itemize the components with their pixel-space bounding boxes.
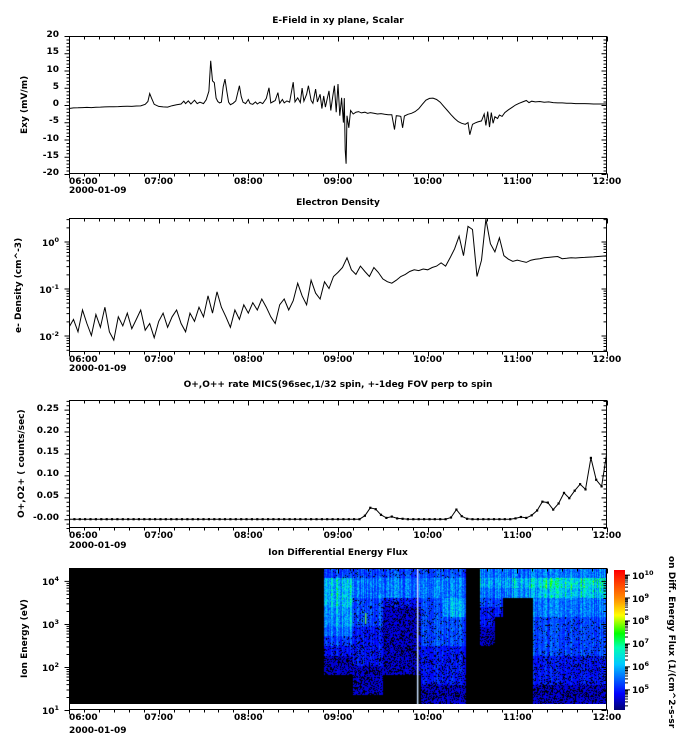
panel3-ylabel: O+,O2+ ( counts/sec) bbox=[17, 409, 27, 519]
y-tick-label: -5 bbox=[49, 116, 59, 127]
panel1-title: E-Field in xy plane, Scalar bbox=[272, 16, 404, 26]
panel3-title: O+,O++ rate MICS(96sec,1/32 spin, +-1deg FOV perp to spin bbox=[183, 380, 493, 390]
x-tick-label: 07:00 bbox=[144, 177, 173, 187]
x-tick-label: 12:00 bbox=[592, 355, 622, 365]
y-tick-label: 10 bbox=[46, 64, 59, 75]
x-tick-label: 10:00 bbox=[413, 713, 442, 723]
x-tick-label: 08:00 bbox=[234, 713, 263, 723]
x-tick-label: 08:00 bbox=[234, 531, 263, 541]
x-tick-label: 07:00 bbox=[144, 355, 173, 365]
data-series-panel2 bbox=[69, 218, 607, 352]
y-tick-label: $10^{-1}$ bbox=[39, 282, 59, 296]
y-tick-label: $10^2$ bbox=[41, 660, 59, 674]
x-tick-label: 09:00 bbox=[323, 355, 353, 365]
x-tick-label: 06:00 bbox=[69, 355, 98, 365]
colorbar-tick-label: $10^6$ bbox=[632, 660, 650, 674]
y-tick-label: $10^4$ bbox=[41, 574, 59, 588]
panel4-ylabel: Ion Energy (eV) bbox=[20, 599, 30, 679]
x-tick-label: 11:00 bbox=[503, 177, 532, 187]
y-tick-label: 0 bbox=[52, 99, 59, 109]
y-tick-label: 0.05 bbox=[36, 491, 59, 502]
panel3-date: 2000-01-09 bbox=[69, 541, 127, 551]
x-tick-label: 06:00 bbox=[69, 713, 98, 723]
y-tick-label: 15 bbox=[46, 47, 59, 58]
y-tick-label: $10^3$ bbox=[41, 617, 59, 631]
x-tick-label: 09:00 bbox=[323, 177, 353, 187]
plot-frame bbox=[61, 563, 619, 717]
y-tick-label: $10^{-2}$ bbox=[39, 329, 59, 343]
panel4-title: Ion Differential Energy Flux bbox=[268, 548, 408, 558]
colorbar-label: on Diff. Energy Flux (1/(cm^2-s-sr bbox=[666, 556, 676, 729]
x-tick-label: 09:00 bbox=[323, 531, 353, 541]
x-tick-label: 08:00 bbox=[234, 177, 263, 187]
y-tick-label: $10^0$ bbox=[41, 235, 59, 249]
colorbar-tick-label: $10^8$ bbox=[632, 614, 650, 628]
colorbar-tick-label: $10^5$ bbox=[632, 683, 650, 697]
panel2-title: Electron Density bbox=[296, 198, 380, 208]
y-tick-label: 0.10 bbox=[36, 469, 59, 480]
x-tick-label: 10:00 bbox=[413, 355, 442, 365]
data-series-panel1 bbox=[69, 36, 607, 174]
panel1-date: 2000-01-09 bbox=[69, 186, 127, 196]
x-tick-label: 12:00 bbox=[592, 177, 622, 187]
x-tick-label: 09:00 bbox=[323, 713, 353, 723]
colorbar-tick-label: $10^9$ bbox=[632, 591, 650, 605]
panel4-date: 2000-01-09 bbox=[69, 726, 127, 736]
panel2-date: 2000-01-09 bbox=[69, 364, 127, 374]
colorbar-tick-label: $10^{10}$ bbox=[632, 568, 654, 582]
data-series-panel3 bbox=[69, 400, 607, 528]
y-tick-label: -20 bbox=[42, 168, 59, 178]
x-tick-label: 12:00 bbox=[592, 531, 622, 541]
x-tick-label: 08:00 bbox=[234, 355, 263, 365]
x-tick-label: 11:00 bbox=[503, 531, 532, 541]
y-tick-label: -10 bbox=[42, 133, 59, 144]
x-tick-label: 06:00 bbox=[69, 531, 98, 541]
y-tick-label: -15 bbox=[42, 150, 59, 161]
y-tick-label: 20 bbox=[46, 30, 59, 40]
y-tick-label: 5 bbox=[52, 81, 59, 92]
x-tick-label: 06:00 bbox=[69, 177, 98, 187]
x-tick-label: 10:00 bbox=[413, 531, 442, 541]
colorbar-tick-label: $10^7$ bbox=[632, 637, 650, 651]
x-tick-label: 10:00 bbox=[413, 177, 442, 187]
x-tick-label: 07:00 bbox=[144, 713, 173, 723]
y-tick-label: 0.25 bbox=[36, 403, 59, 414]
colorbar bbox=[614, 570, 625, 710]
x-tick-label: 12:00 bbox=[592, 713, 622, 723]
x-tick-label: 07:00 bbox=[144, 531, 173, 541]
y-tick-label: 0.15 bbox=[36, 447, 59, 458]
x-tick-label: 11:00 bbox=[503, 713, 532, 723]
y-tick-label: -0.00 bbox=[33, 513, 59, 524]
x-tick-label: 11:00 bbox=[503, 355, 532, 365]
y-tick-label: $10^1$ bbox=[41, 704, 59, 717]
panel1-ylabel: Exy (mV/m) bbox=[20, 75, 30, 135]
y-tick-label: 0.20 bbox=[36, 425, 59, 436]
panel2-ylabel: e- Density (cm^-3) bbox=[14, 237, 24, 333]
